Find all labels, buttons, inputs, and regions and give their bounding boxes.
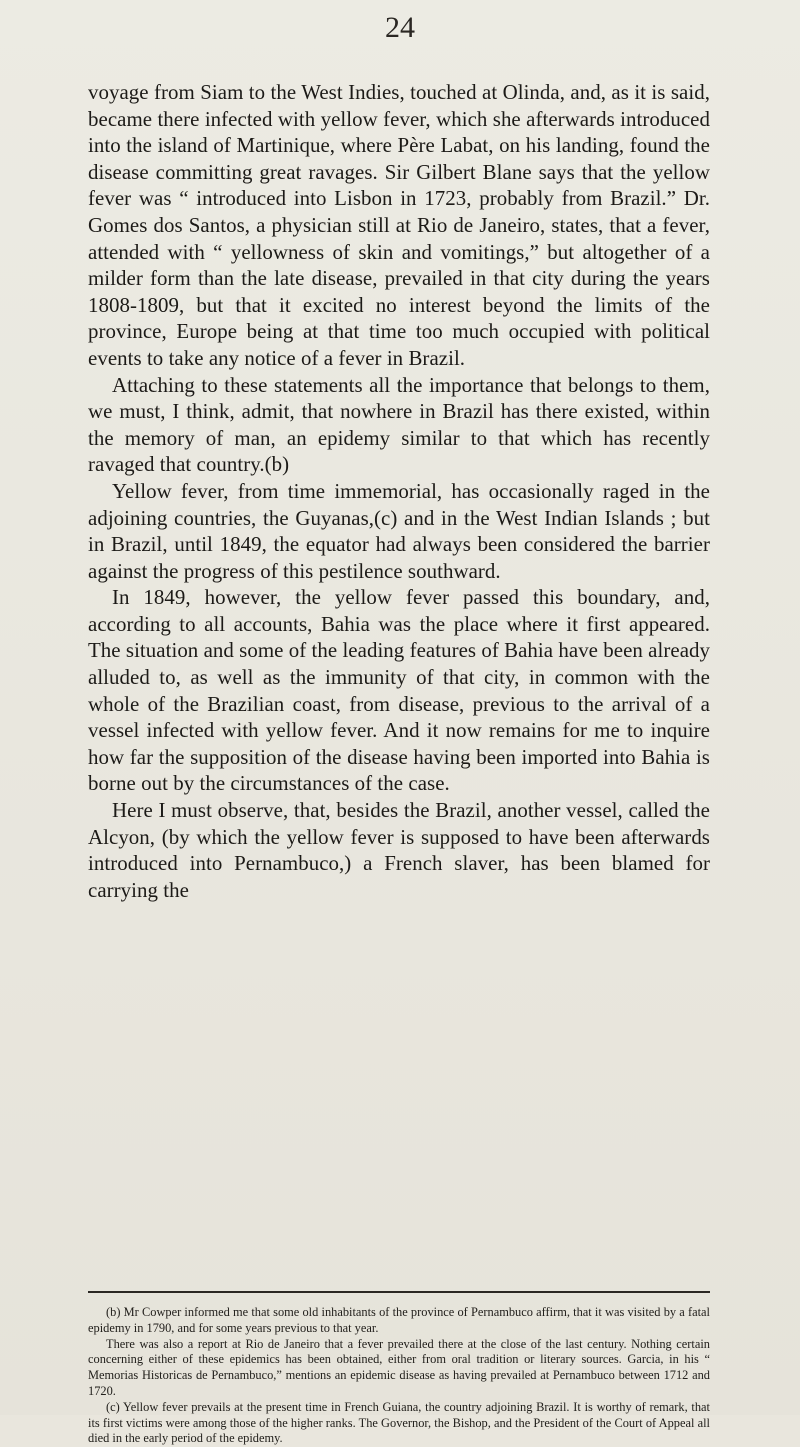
footnotes xyxy=(88,1305,710,1447)
footnote-divider xyxy=(88,1291,710,1293)
paragraph-5: Here I must observe, that, besides the Brazil, another vessel, called the Alcyon, (by which the yellow fever is supposed to have been afterwards introduced into Pernambuco,) a French slaver, has been blamed for carrying the xyxy=(88,798,710,902)
main-text xyxy=(88,79,710,903)
footnote-c: (c) Yellow fever prevails at the present time in French Guiana, the country adjoining Brazil. It is worthy of remark, that its first victims were among those of the higher ranks. The Governor, the Bishop, and the President of the Court of Appeal all died in the early period of the epidemy. xyxy=(88,1399,710,1446)
footnote-b-continued: There was also a report at Rio de Janeiro that a fever prevailed there at the close of the last century. Nothing certain concerning either of these epidemics has been obtained, either from oral tradition or literary sources. Garcia, in his “ Memorias Historicas de Pernambuco,” mentions an epidemic disease as having prevailed at Pernambuco between 1712 and 1720. xyxy=(88,1336,710,1398)
paragraph-2: Attaching to these statements all the importance that belongs to them, we must, I think, admit, that nowhere in Brazil has there existed, within the memory of man, an epidemy similar to that which has recently ravaged that country.(b) xyxy=(88,372,710,477)
paragraph-4: In 1849, however, the yellow fever passed this boundary, and, according to all accounts, Bahia was the place where it first appeared. The situation and some of the leading features of Bahia have been already alluded to, as well as the immunity of that city, in common with the whole of the Brazilian coast, from disease, previous to the arrival of a vessel infected with yellow fever. And it now remains for me to inquire how far the supposition of the disease having been imported into Bahia is borne out by the circumstances of the case. xyxy=(88,585,711,796)
paragraph-1: voyage from Siam to the West Indies, touched at Olinda, and, as it is said, became there infected with yellow fever, which she afterwards introduced into the island of Martinique, where Père Labat, on his landing, found the disease committing great ravages. Sir Gilbert Blane says that the yellow fever was “ introduced into Lisbon in 1723, probably from Brazil.” Dr. Gomes dos Santos, a physician still at Rio de Janeiro, states, that a fever, attended with “ yellowness of skin and vomitings,” but altogether of a milder form than the late disease, prevailed in that city during the years 1808-1809, but that it excited no interest beyond the limits of the province, Europe being at that time too much occupied with political events to take any notice of a fever in Brazil. xyxy=(88,80,710,370)
paragraph-3: Yellow fever, from time immemorial, has occasionally raged in the adjoining countries, the Guyanas,(c) and in the West Indian Islands ; but in Brazil, until 1849, the equator had always been considered the barrier against the progress of this pestilence southward. xyxy=(88,478,710,583)
page-number: 24 xyxy=(385,11,415,44)
footnote-b: (b) Mr Cowper informed me that some old inhabitants of the province of Pernambuco affirm, that it was visited by a fatal epidemy in 1790, and for some years previous to that year. xyxy=(88,1305,710,1335)
